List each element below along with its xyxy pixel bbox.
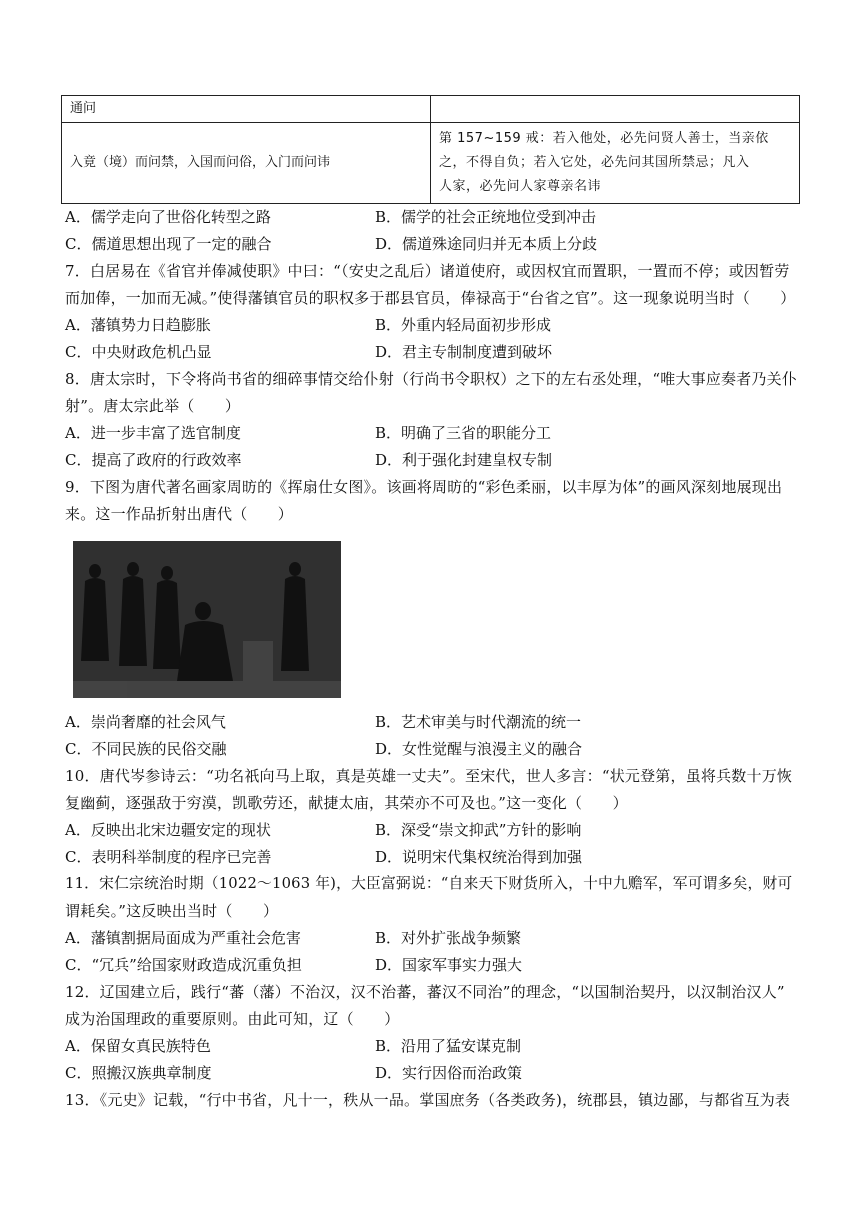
q8-option-d: D．利于强化封建皇权专制: [375, 451, 553, 469]
q8-stem-line: 射”。唐太宗此举（ ）: [65, 397, 241, 415]
q9-option-d: D．女性觉醒与浪漫主义的融合: [375, 740, 583, 758]
q7-option-a: A．藩镇势力日趋膨胀: [65, 316, 211, 334]
q12-option-a: A．保留女真民族特色: [65, 1037, 211, 1055]
painting-figures: [73, 541, 341, 698]
q6-option-d: D．儒道殊途同归并无本质上分歧: [375, 235, 598, 253]
q7-stem-line: 而加俸，一加而无减。”使得藩镇官员的职权多于郡县官员，俸禄高于“台省之官”。这一现象说明当时（ ）: [65, 289, 796, 307]
q7-option-c: C．中央财政危机凸显: [65, 343, 212, 361]
q11-option-d: D．国家军事实力强大: [375, 956, 523, 974]
q10-option-d: D．说明宋代集权统治得到加强: [375, 848, 583, 866]
q8-stem-line: 8．唐太宗时，下令将尚书省的细碎事情交给仆射（行尚书令职权）之下的左右丞处理，“唯大事应奏者乃关仆: [65, 370, 798, 388]
q10-option-b: B．深受“崇文抑武”方针的影响: [375, 821, 582, 839]
table-cell: [431, 123, 800, 204]
q10-option-c: C．表明科举制度的程序已完善: [65, 848, 272, 866]
q11-option-a: A．藩镇割据局面成为严重社会危害: [65, 929, 301, 947]
comparison-table: [61, 95, 800, 204]
q8-option-c: C．提高了政府的行政效率: [65, 451, 242, 469]
q6-option-a: A．儒学走向了世俗化转型之路: [65, 208, 271, 226]
table-cell: 通问: [62, 96, 431, 123]
table-cell: 入竟（境）而问禁，入国而问俗，入门而问讳: [62, 123, 431, 204]
q6-option-b: B．儒学的社会正统地位受到冲击: [375, 208, 597, 226]
q10-stem-line: 复幽蓟，逐强敌于穷漠，凯歌劳还，献捷太庙，其荣亦不可及也。”这一变化（ ）: [65, 794, 628, 812]
q9-option-c: C．不同民族的民俗交融: [65, 740, 227, 758]
table-row: [62, 96, 800, 123]
q12-option-b: B．沿用了猛安谋克制: [375, 1037, 522, 1055]
q8-option-b: B．明确了三省的职能分工: [375, 424, 552, 442]
q9-option-b: B．艺术审美与时代潮流的统一: [375, 713, 582, 731]
table-cell-line: 人家，必先问人家尊亲名讳: [439, 179, 602, 194]
q11-stem-line: 11．宋仁宗统治时期（1022～1063 年)，大臣富弼说：“自来天下财货所入，十中九赡军，军可谓多矣，财可: [65, 875, 793, 892]
q12-option-d: D．实行因俗而治政策: [375, 1064, 523, 1082]
q7-option-b: B．外重内轻局面初步形成: [375, 316, 552, 334]
painting-image: [73, 541, 341, 698]
q11-stem-line: 谓耗矣。”这反映出当时（ ）: [65, 902, 279, 920]
q12-stem-line: 12．辽国建立后，践行“蕃（藩）不治汉，汉不治蕃，蕃汉不同治”的理念，“以国制治契丹，以汉制治汉人”: [65, 983, 785, 1001]
q10-stem-line: 10．唐代岑参诗云：“功名祇向马上取，真是英雄一丈夫”。至宋代，世人多言：“状元登第，虽将兵数十万恢: [65, 767, 793, 785]
q9-stem-line: 9．下图为唐代著名画家周昉的《挥扇仕女图》。该画将周昉的“彩色柔丽，以丰厚为体”的画风深刻地展现出: [65, 478, 783, 496]
q9-option-a: A．崇尚奢靡的社会风气: [65, 713, 226, 731]
q13-stem-line: 13．《元史》记载，“行中书省，凡十一，秩从一品。掌国庶务（各类政务)，统郡县，镇边鄙，与都省互为表: [65, 1091, 791, 1109]
q6-option-c: C．儒道思想出现了一定的融合: [65, 235, 272, 253]
q9-stem-line: 来。这一作品折射出唐代（ ）: [65, 505, 294, 523]
q10-option-a: A．反映出北宋边疆安定的现状: [65, 821, 271, 839]
q12-option-c: C．照搬汉族典章制度: [65, 1064, 212, 1082]
q7-option-d: D．君主专制制度遭到破坏: [375, 343, 553, 361]
table-cell-line: 第 157~159 戒：若入他处，必先问贤人善士，当亲依: [439, 131, 769, 146]
q11-option-b: B．对外扩张战争频繁: [375, 929, 522, 947]
q11-option-c: C．“冗兵”给国家财政造成沉重负担: [65, 956, 302, 974]
q12-stem-line: 成为治国理政的重要原则。由此可知，辽（ ）: [65, 1010, 400, 1028]
table-cell-line: 之，不得自负；若入它处，必先问其国所禁忌；凡入: [439, 155, 750, 170]
table-row: [62, 123, 800, 204]
q8-option-a: A．进一步丰富了选官制度: [65, 424, 241, 442]
q7-stem-line: 7．白居易在《省官并俸减使职》中曰：“（安史之乱后）诸道使府，或因权宜而置职，一置而不停；或因暂劳: [65, 262, 790, 280]
table-cell: [431, 96, 800, 123]
